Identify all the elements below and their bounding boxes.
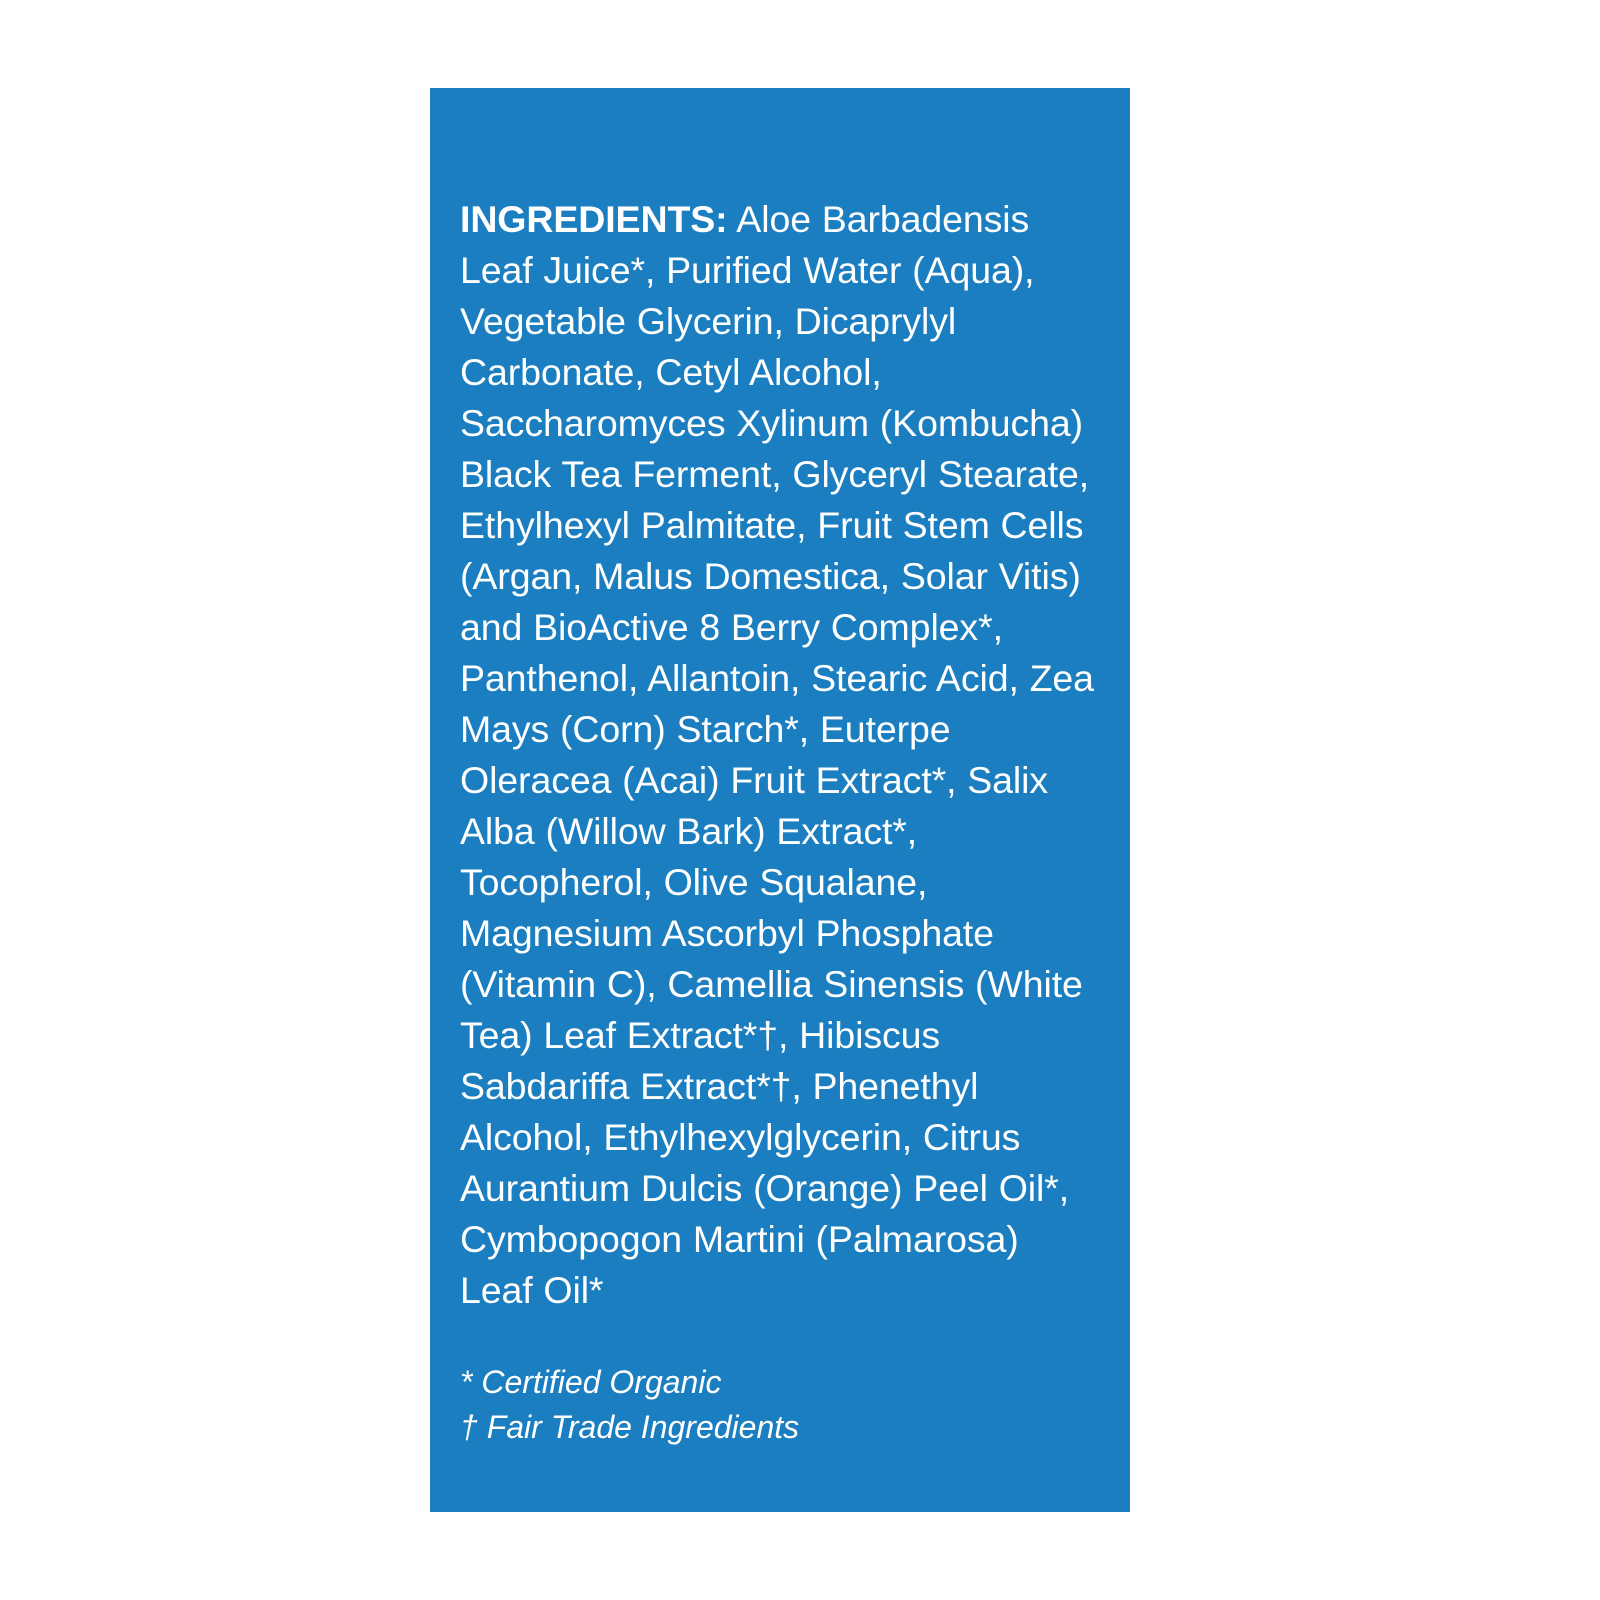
footnote-fair-trade: † Fair Trade Ingredients [460, 1408, 800, 1445]
ingredients-list-text: Aloe Barbadensis Leaf Juice*, Purified Water (Aqua), Vegetable Glycerin, Dicaprylyl Carbonate, Cetyl Alcohol, Saccharomyces Xylinum (Kombucha) Black Tea Ferment, Glyceryl Stearate, Ethylhexyl Palmitate, Fruit Stem Cells (Argan, Malus Domestica, Solar Vitis) and BioActive 8 Berry Complex*, Panthenol, Allantoin, Stearic Acid, Zea Mays (Corn) Starch*, Euterpe Oleracea (Acai) Fruit Extract*, Salix Alba (Willow Bark) Extract*, Tocopherol, Olive Squalane, Magnesium Ascorbyl Phosphate (Vitamin C), Camellia Sinensis (White Tea) Leaf Extract*†, Hibiscus Sabdariffa Extract*†, Phenethyl Alcohol, Ethylhexylglycerin, Citrus Aurantium Dulcis (Orange) Peel Oil*, Cymbopogon Martini (Palmarosa) Leaf Oil* [460, 197, 1094, 1311]
footnotes [460, 1360, 1100, 1450]
ingredients-label-panel [430, 88, 1130, 1512]
ingredients-paragraph [460, 194, 1100, 1316]
ingredients-heading: INGREDIENTS: [460, 197, 728, 240]
label-content [460, 156, 1100, 1450]
footnote-certified-organic: * Certified Organic [460, 1363, 722, 1400]
